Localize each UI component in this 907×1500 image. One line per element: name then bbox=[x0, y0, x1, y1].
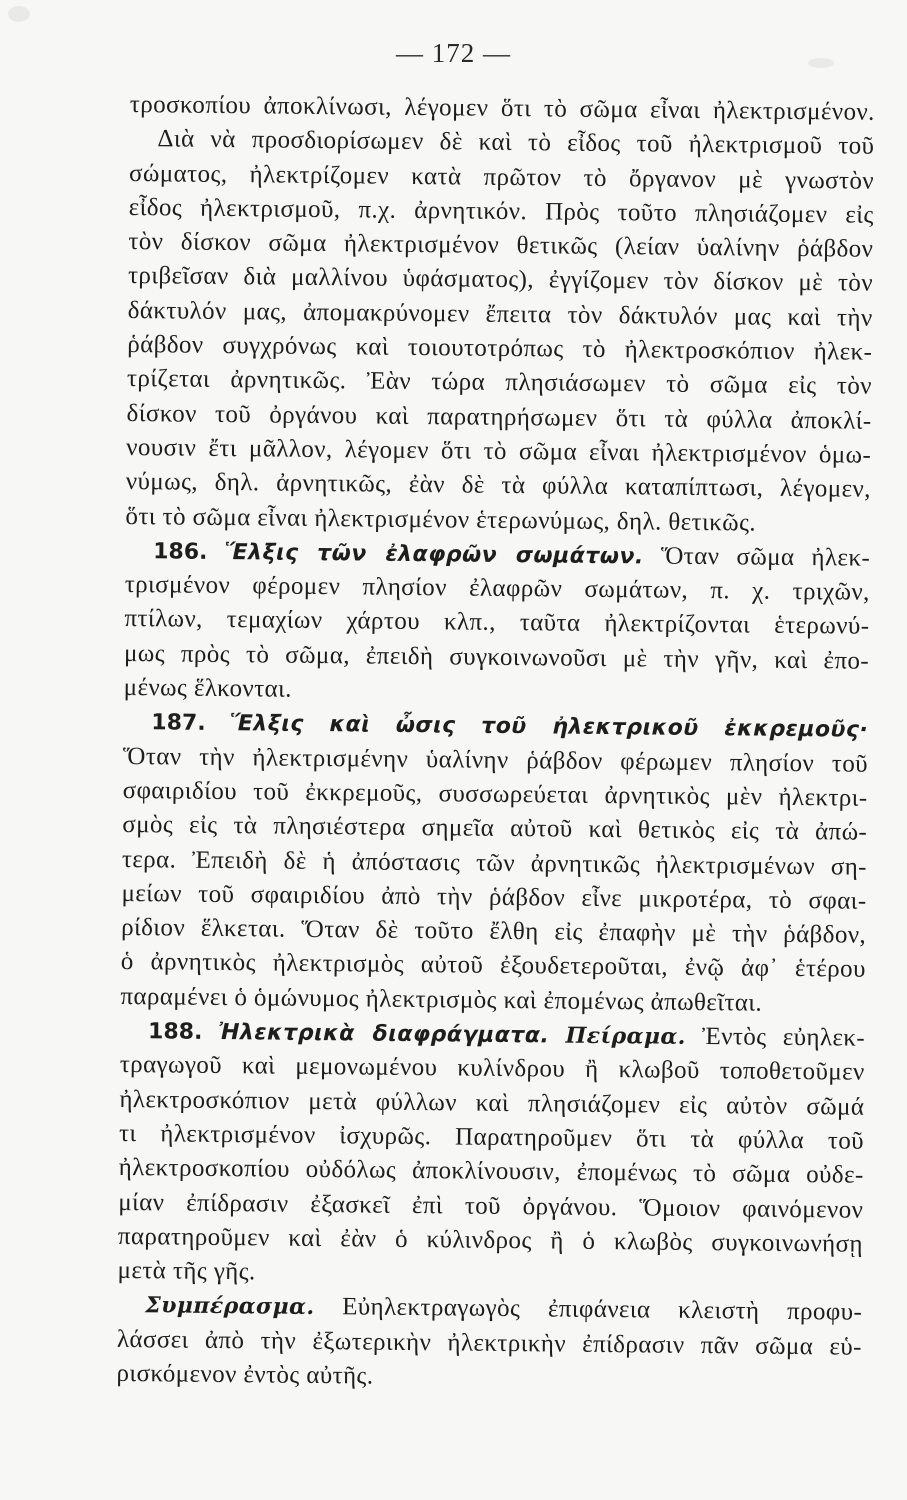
text-fragment: Ἐντὸς εὐηλεκ- bbox=[701, 1023, 866, 1052]
text-line: τι ἠλεκτρισμένον ἰσχυρῶς. Παρατηροῦμεν ὅτι τὰ φύλλα τοῦ bbox=[118, 1119, 865, 1155]
conclusion-label: Συμπέρασμα. bbox=[145, 1292, 315, 1321]
section-number: 188. bbox=[147, 1019, 203, 1045]
text-line: νύμως, δηλ. ἀρνητικῶς, ἐὰν δὲ τὰ φύλλα καταπίπτωσι, λέγομεν, bbox=[125, 468, 871, 504]
text-line: τρίζεται ἀρνητικῶς. Ἐὰν τώρα πλησιάσωμεν τὸ σῶμα εἰς τὸν bbox=[126, 365, 873, 401]
text-line: μίαν ἐπίδρασιν ἐξασκεῖ ἐπὶ τοῦ ὀργάνου. Ὅμοιον φαινόμενον bbox=[118, 1188, 864, 1224]
text-line: Ὅταν τὴν ἠλεκτρισμένην ὑαλίνην ῥάβδον φέρωμεν πλησίον τοῦ bbox=[122, 742, 869, 778]
text-line: ρίδιον ἕλκεται. Ὅταν δὲ τοῦτο ἔλθη εἰς ἐπαφὴν μὲ τὴν ῥάβδον, bbox=[121, 914, 867, 949]
text-line: παρατηροῦμεν καὶ ἐὰν ὁ κύλινδρος ἢ ὁ κλωβὸς συγκοινωνήσῃ bbox=[117, 1222, 864, 1258]
experiment-label: Πείραμα. bbox=[565, 1022, 686, 1050]
text-line: ἠλεκτροσκόπιον μετὰ φύλλων καὶ πλησιάζομεν εἰς αὐτὸν σῶμά bbox=[119, 1085, 865, 1121]
section-title: Ἕλξις καὶ ὦσις τοῦ ἠλεκτρικοῦ ἐκκρεμοῦς· bbox=[229, 711, 869, 744]
text-fragment: Ὅταν σῶμα ἠλεκ- bbox=[660, 542, 871, 572]
text-line: ὅτι τὸ σῶμα εἶναι ἠλεκτρισμένον ἑτερωνύμως, δηλ. θετικῶς. bbox=[125, 502, 757, 537]
section-number: 187. bbox=[151, 710, 206, 737]
text-line: λάσσει ἀπὸ τὴν ἐξωτερικὴν ἠλεκτρικὴν ἐπίδρασιν πᾶν σῶμα εὑ- bbox=[116, 1325, 862, 1361]
text-line: ὁ ἀρνητικὸς ἠλεκτρισμὸς αὐτοῦ ἐξουδετεροῦται, ἐνῷ ἀφ᾿ ἑτέρου bbox=[120, 948, 866, 984]
page-number: — 172 — bbox=[396, 38, 511, 68]
text-line: ἠλεκτροσκοπίου οὐδόλως ἀποκλίνουσιν, ἐπομένως τὸ σῶμα οὐδε- bbox=[118, 1154, 864, 1189]
section-number: 186. bbox=[153, 539, 208, 565]
text-fragment: Εὐηλεκτραγωγὸς ἐπιφάνεια κλειστὴ προφυ- bbox=[342, 1293, 863, 1327]
text-line: νουσιν ἔτι μᾶλλον, λέγομεν ὅτι τὸ σῶμα εἶναι ἠλεκτρισμένον ὁμω- bbox=[126, 433, 872, 469]
text-line: ρισκόμενον ἐντὸς αὐτῆς. bbox=[116, 1359, 374, 1390]
text-line: τερα. Ἐπειδὴ δὲ ἡ ἀπόστασις τῶν ἀρνητικῶς ἠλεκτρισμένων ση- bbox=[121, 845, 868, 881]
text-line: μένως ἕλκονται. bbox=[123, 674, 293, 703]
text-line: μείων τοῦ σφαιριδίου ἀπὸ τὴν ῥάβδον εἶνε μικροτέρα, τὸ σφαι- bbox=[121, 879, 867, 915]
section-title: Ἠλεκτρικὰ διαφράγματα. bbox=[218, 1019, 550, 1049]
text-line: μως πρὸς τὸ σῶμα, ἐπειδὴ συγκοινωνοῦσι μὲ τὴν γῆν, καὶ ἐπο- bbox=[123, 639, 870, 675]
text-line: δίσκον τοῦ ὀργάνου καὶ παρατηρήσωμεν ὅτι τὰ φύλλα ἀποκλί- bbox=[126, 399, 872, 435]
text-line: τὸν δίσκον σῶμα ἠλεκτρισμένον θετικῶς (λείαν ὑαλίνην ῥάβδον bbox=[128, 228, 874, 263]
text-line: μετὰ τῆς γῆς. bbox=[117, 1257, 256, 1286]
text-line: τριβεῖσαν διὰ μαλλίνου ὑφάσματος), ἐγγίζομεν τὸν δίσκον μὲ τὸν bbox=[127, 262, 874, 298]
text-line: πτίλων, τεμαχίων χάρτου κλπ., ταῦτα ἠλεκτρίζονται ἑτερωνύ- bbox=[124, 605, 870, 641]
text-line: σφαιριδίου τοῦ ἐκκρεμοῦς, συσσωρεύεται ἀρνητικὸς μὲν ἠλεκτρι- bbox=[122, 776, 868, 812]
text-line: τρισμένον φέρομεν πλησίον ἐλαφρῶν σωμάτων, π. χ. τριχῶν, bbox=[124, 571, 870, 606]
section-title: Ἕλξις τῶν ἐλαφρῶν σωμάτων. bbox=[224, 539, 644, 570]
text-line: Διὰ νὰ προσδιορίσωμεν δὲ καὶ τὸ εἶδος τοῦ ἠλεκτρισμοῦ τοῦ bbox=[157, 125, 875, 161]
paper-smudge bbox=[8, 6, 30, 22]
text-line: εἶδος ἠλεκτρισμοῦ, π.χ. ἀρνητικόν. Πρὸς τοῦτο πλησιάζομεν εἰς bbox=[128, 193, 874, 229]
text-line: τραγωγοῦ καὶ μεμονωμένου κυλίνδρου ἢ κλωβοῦ τοποθετοῦμεν bbox=[119, 1051, 865, 1087]
text-line: παραμένει ὁ ὁμώνυμος ἠλεκτρισμὸς καὶ ἐπομένως ἀπωθεῖται. bbox=[120, 982, 763, 1017]
text-line: δάκτυλόν μας, ἀπομακρύνομεν ἔπειτα τὸν δάκτυλόν μας καὶ τὴν bbox=[127, 296, 873, 332]
text-line: ῥάβδον συγχρόνως καὶ τοιουτοτρόπως τὸ ἠλεκτροσκόπιον ἠλεκ- bbox=[127, 331, 873, 366]
text-line: τροσκοπίου ἀποκλίνωσι, λέγομεν ὅτι τὸ σῶμα εἶναι ἠλεκτρισμένον. bbox=[129, 90, 875, 126]
text-line: σώματος, ἠλεκτρίζομεν κατὰ πρῶτον τὸ ὄργανον μὲ γνωστὸν bbox=[128, 159, 875, 195]
body-text bbox=[116, 88, 875, 1399]
text-line: σμὸς εἰς τὰ πλησιέστερα σημεῖα αὐτοῦ καὶ θετικὸς εἰς τὰ ἀπώ- bbox=[122, 811, 868, 846]
